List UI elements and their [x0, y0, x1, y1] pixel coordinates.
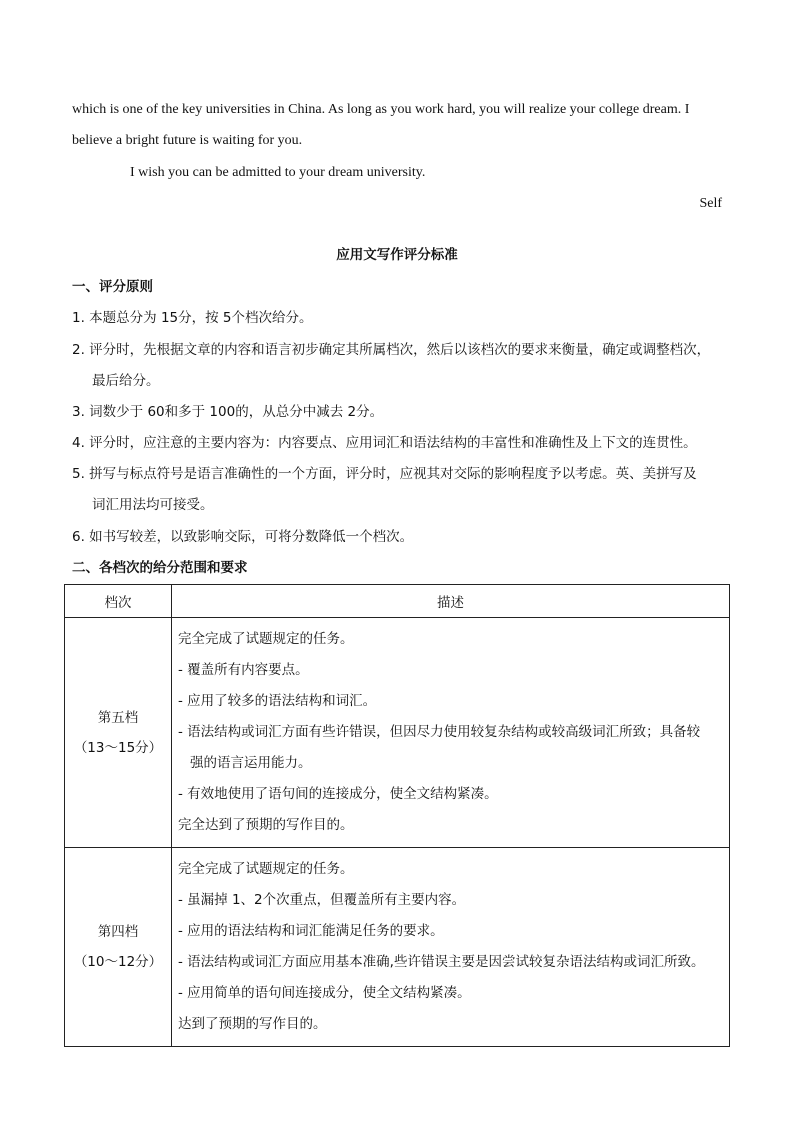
description-line: - 应用的语法结构和词汇能满足任务的要求。: [178, 923, 444, 939]
principle-item: 3. 词数少于 60和多于 100的，从总分中减去 2分。: [72, 404, 384, 420]
table-row: [65, 848, 730, 1047]
description-line: 强的语言运用能力。: [190, 755, 312, 771]
description-line: 完全完成了试题规定的任务。: [178, 861, 354, 877]
principle-item-continuation: 词汇用法均可接受。: [92, 497, 214, 513]
description-line: - 应用了较多的语法结构和词汇。: [178, 693, 377, 709]
level-name: 第四档: [97, 924, 139, 940]
section-heading-principles: 一、评分原则: [72, 279, 153, 295]
description-cell: [172, 848, 730, 1047]
description-line: - 语法结构或词汇方面有些许错误，但因尽力使用较复杂结构或较高级词汇所致；具备较: [178, 724, 701, 740]
table-row: [65, 618, 730, 848]
description-line: - 应用简单的语句间连接成分，使全文结构紧凑。: [178, 985, 471, 1001]
description-line: - 语法结构或词汇方面应用基本准确,些许错误主要是因尝试较复杂语法结构或词汇所致。: [178, 954, 705, 970]
grading-table: [64, 584, 730, 1047]
section-heading-levels: 二、各档次的给分范围和要求: [72, 560, 248, 576]
description-line: - 覆盖所有内容要点。: [178, 662, 309, 678]
principle-item: 5. 拼写与标点符号是语言准确性的一个方面，评分时，应视其对交际的影响程度予以考虑。英、美拼写及: [72, 466, 697, 482]
letter-line-2: believe a bright future is waiting for you.: [72, 133, 303, 148]
principle-item-continuation: 最后给分。: [92, 373, 160, 389]
letter-line-1: which is one of the key universities in China. As long as you work hard, you will realize your college dream. I: [72, 102, 690, 117]
description-line: 完全达到了预期的写作目的。: [178, 817, 354, 833]
description-line: 达到了预期的写作目的。: [178, 1016, 327, 1032]
letter-closing-wish: I wish you can be admitted to your dream university.: [130, 165, 426, 180]
description-cell: [172, 618, 730, 848]
header-level: 档次: [65, 585, 172, 618]
letter-signature: Self: [699, 196, 722, 211]
description-line: - 有效地使用了语句间的连接成分，使全文结构紧凑。: [178, 786, 498, 802]
description-line: 完全完成了试题规定的任务。: [178, 631, 354, 647]
principle-item: 2. 评分时，先根据文章的内容和语言初步确定其所属档次，然后以该档次的要求来衡量，确定或调整档次，: [72, 342, 711, 358]
level-cell: [65, 618, 172, 848]
table-header-row: [65, 585, 730, 618]
header-description: 描述: [172, 585, 730, 618]
level-name: 第五档: [97, 709, 139, 726]
criteria-title: 应用文写作评分标准: [336, 247, 458, 263]
description-line: - 虽漏掉 1、2个次重点，但覆盖所有主要内容。: [178, 892, 466, 908]
principle-item: 6. 如书写较差，以致影响交际，可将分数降低一个档次。: [72, 529, 414, 545]
level-range: （10～12分）: [73, 954, 163, 970]
principle-item: 1. 本题总分为 15分，按 5个档次给分。: [72, 310, 313, 326]
principle-item: 4. 评分时，应注意的主要内容为：内容要点、应用词汇和语法结构的丰富性和准确性及上下文的连贯性。: [72, 435, 697, 451]
level-cell: [65, 848, 172, 1047]
level-range: （13～15分）: [73, 739, 163, 756]
